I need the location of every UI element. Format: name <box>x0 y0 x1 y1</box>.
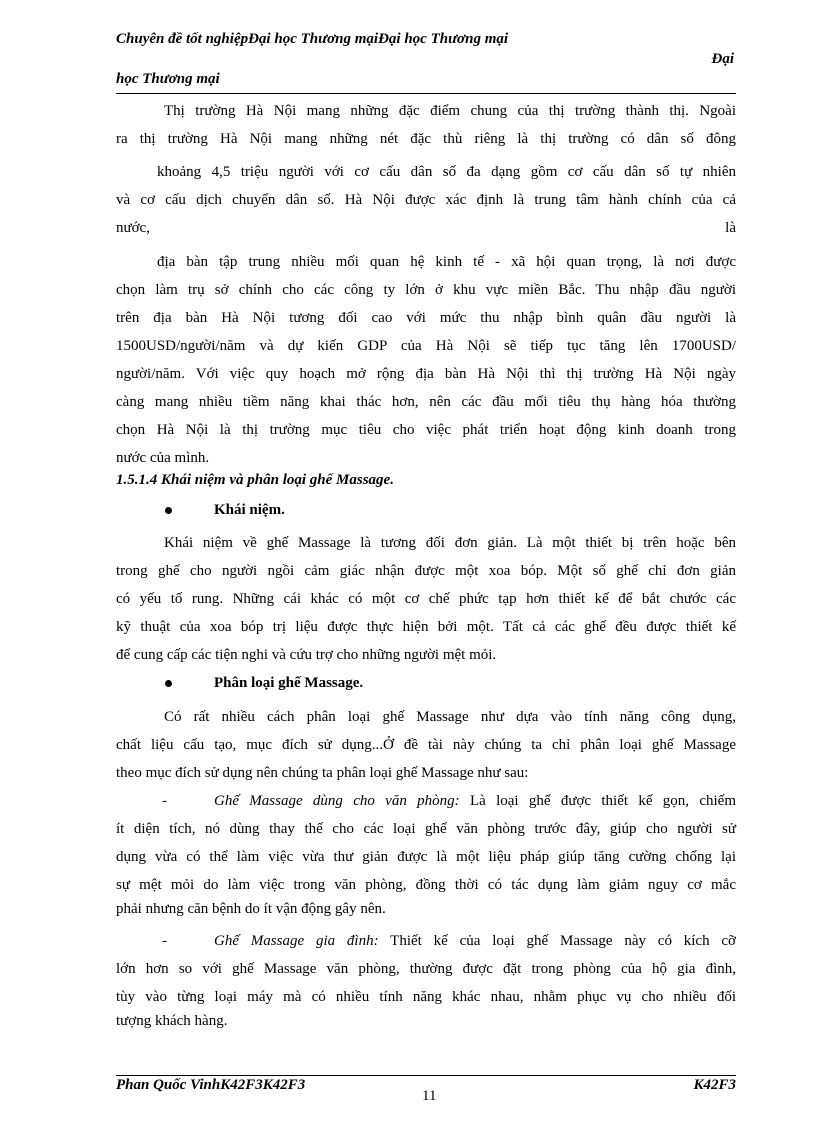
dash1-line2: ít diện tích, nó dùng thay thế cho các loại ghế văn phòng trước đây, giúp cho người sử <box>116 821 736 837</box>
para1-line3: khoảng 4,5 triệu người với cơ cấu dân số đa dạng gồm cơ cấu dân số tự nhiên <box>157 164 736 180</box>
footer-rule <box>116 1075 736 1076</box>
footer-author: Phan Quốc VinhK42F3K42F3 <box>116 1077 306 1093</box>
dash2-line1 <box>214 931 736 951</box>
bullet1-line5: để cung cấp các tiện nghi và cứu trợ cho những người mệt mỏi. <box>116 647 497 663</box>
footer-code: K42F3 <box>693 1077 736 1093</box>
bullet2-line3: theo mục đích sử dụng nên chúng ta phân loại ghế Massage như sau: <box>116 765 529 781</box>
bullet1-title: Khái niệm. <box>214 502 285 518</box>
page-number: 11 <box>422 1088 437 1104</box>
dash2-line2: lớn hơn so với ghế Massage văn phòng, thường được đặt trong phòng của hộ gia đình, <box>116 961 736 977</box>
para1-line1: Thị trường Hà Nội mang những đặc điểm chung của thị trường thành thị. Ngoài <box>164 103 736 119</box>
dash2-marker: - <box>162 933 167 949</box>
bullet2-line2: chất liệu cấu tạo, mục đích sử dụng...Ở đề tài này chúng ta chỉ phân loại ghế Massage <box>116 737 736 753</box>
dash2-line1-rest: Thiết kế của loại ghế Massage này có kích cỡ <box>378 933 736 949</box>
header-title-line1: Chuyên đề tốt nghiệpĐại học Thương mạiĐại học Thương mại <box>116 31 509 47</box>
dash1-line4: sự mệt mỏi do làm việc trong văn phòng, đồng thời có tác dụng làm giảm nguy cơ mắc <box>116 877 736 893</box>
header-rule <box>116 93 736 94</box>
bullet1-line2: trong ghế cho người ngồi cảm giác nhận được một xoa bóp. Một số ghế chỉ đơn giản <box>116 563 736 579</box>
dash1-line1 <box>214 791 736 811</box>
para1-line5-right: là <box>725 220 736 236</box>
para2-line3: trên địa bàn Hà Nội tương đối cao với mức thu nhập bình quân đầu người là <box>116 310 736 326</box>
bullet-dot-2 <box>165 680 172 687</box>
para1-line2: ra thị trường Hà Nội mang những nét đặc thù riêng là thị trường có dân số đông <box>116 131 736 147</box>
para2-line8: nước của mình. <box>116 450 210 466</box>
header-title-line2: học Thương mại <box>116 71 220 87</box>
bullet-dot-1 <box>165 507 172 514</box>
para2-line5: người/năm. Với việc quy hoạch mở rộng địa bàn Hà Nội thì thị trường Hà Nội ngày <box>116 366 736 382</box>
header-title-right: Đại <box>711 51 734 67</box>
bullet2-line1: Có rất nhiều cách phân loại ghế Massage như dựa vào tính năng công dụng, <box>164 709 736 725</box>
section-heading: 1.5.1.4 Khái niệm và phân loại ghế Massage. <box>116 472 394 488</box>
para2-line6: càng mang nhiều tiềm năng khai thác hơn, nên các đầu mối tiêu thụ hàng hóa thường <box>116 394 736 410</box>
bullet2-title: Phân loại ghế Massage. <box>214 675 364 691</box>
bullet1-line4: kỹ thuật của xoa bóp trị liệu được thực hiện bởi một. Tất cả các ghế đều được thiết kế <box>116 619 736 635</box>
para2-line7: chọn Hà Nội là thị trường mục tiêu cho việc phát triển hoạt động kinh doanh trong <box>116 422 736 438</box>
bullet1-line1: Khái niệm về ghế Massage là tương đối đơn giản. Là một thiết bị trên hoặc bên <box>164 535 736 551</box>
para2-line1: địa bàn tập trung nhiều mối quan hệ kinh tế - xã hội quan trọng, là nơi được <box>157 254 736 270</box>
para2-line4: 1500USD/người/năm và dự kiến GDP của Hà Nội sẽ tiếp tục tăng lên 1700USD/ <box>116 338 736 354</box>
dash1-line5: phải nhưng căn bệnh do ít vận động gây nên. <box>116 901 386 917</box>
bullet1-line3: có yếu tố rung. Những cái khác có một cơ chế phức tạp hơn thiết kế để bắt chước các <box>116 591 736 607</box>
para2-line2: chọn làm trụ sở chính cho các công ty lớn ở khu vực miền Bắc. Thu nhập đầu người <box>116 282 736 298</box>
dash2-line3: tùy vào từng loại máy mà có nhiều tính năng khác nhau, nhằm phục vụ cho nhiều đối <box>116 989 736 1005</box>
dash1-line3: dụng vừa có thể làm việc vừa thư giản được là một liệu pháp giúp tăng cường chống lại <box>116 849 736 865</box>
para1-line4: và cơ cấu dịch chuyển dân số. Hà Nội được xác định là trung tâm hành chính của cả <box>116 192 736 208</box>
dash1-line1-rest: Là loại ghế được thiết kế gọn, chiếm <box>459 793 736 809</box>
dash1-marker: - <box>162 793 167 809</box>
dash1-term: Ghế Massage dùng cho văn phòng: <box>214 793 460 809</box>
para1-line5-left: nước, <box>116 220 150 236</box>
dash2-line4: tượng khách hàng. <box>116 1013 228 1029</box>
dash2-term: Ghế Massage gia đình: <box>214 933 379 949</box>
